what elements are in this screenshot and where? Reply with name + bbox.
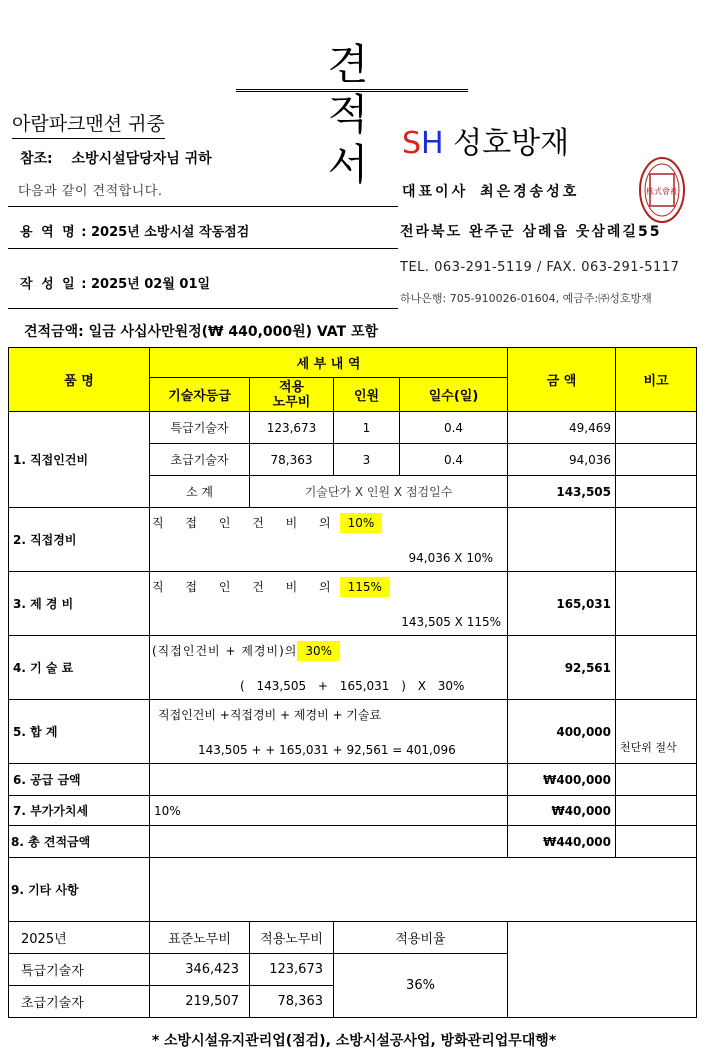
calc-text: 143,505 + + 165,031 + 92,561 = 401,096: [198, 743, 456, 757]
table-row: [9, 572, 697, 636]
document-title: 견 적 서: [327, 40, 407, 189]
days-cell: 0.4: [400, 444, 508, 476]
estimate-table: [8, 347, 697, 1018]
header-item: 품 명: [9, 348, 150, 412]
project-value: : 2025년 소방시설 작동점검: [81, 225, 250, 240]
divider: [8, 248, 398, 249]
company-name-text: 성호방재: [453, 126, 570, 161]
percentage-highlight: 30%: [297, 641, 340, 661]
note-cell: [616, 796, 697, 826]
date-label: 작 성 일: [20, 277, 77, 292]
percentage-highlight: 115%: [340, 577, 390, 597]
header-details: 세 부 내 역: [150, 348, 508, 378]
ceo-line: [402, 181, 579, 201]
calc-text: 143,505 X 115%: [401, 615, 501, 629]
subtotal-formula: 기술단가 X 인원 X 점검일수: [250, 476, 508, 508]
header-persons: 인원: [334, 378, 400, 412]
divider: [8, 308, 398, 309]
std-label: 표준노무비: [150, 922, 250, 954]
table-row: [9, 858, 697, 922]
direct-expense-label: 2. 직접경비: [9, 508, 150, 572]
amount-cell: 165,031: [508, 572, 616, 636]
amount-cell: ₩440,000: [508, 826, 616, 858]
reference-label: 참조:: [20, 151, 53, 167]
empty-cell: [508, 922, 697, 1018]
amount-cell: 92,561: [508, 636, 616, 700]
table-row: [9, 796, 697, 826]
table-row: [9, 826, 697, 858]
calc-text: ( 143,505 + 165,031 ) X 30%: [240, 679, 465, 693]
table-row: [9, 764, 697, 796]
bank-account: 하나은행: 705-910026-01604, 예금주:㈜성호방재: [400, 292, 652, 305]
direct-labor-label: 1. 직접인건비: [9, 412, 150, 508]
grade-cell: 초급기술자: [9, 986, 150, 1018]
supply-label: 6. 공급 금액: [9, 764, 150, 796]
ceo-label: 대표이사: [402, 184, 469, 200]
amount-cell: 49,469: [508, 412, 616, 444]
empty-cell: [150, 764, 508, 796]
applied-cell: 78,363: [250, 986, 334, 1018]
note-cell: 천단위 절삭: [616, 700, 697, 764]
seal-text: 株式會社: [646, 187, 678, 196]
note-cell: [616, 764, 697, 796]
overhead-label: 3. 제 경 비: [9, 572, 150, 636]
estimate-amount: 견적금액: 일금 사십사만원정(₩ 440,000원) VAT 포함: [24, 324, 379, 340]
note-cell: [616, 636, 697, 700]
project-label: 용 역 명: [20, 225, 77, 240]
subtotal-label: 소 계: [150, 476, 250, 508]
vat-label: 7. 부가가치세: [9, 796, 150, 826]
applied-label: 적용노무비: [250, 922, 334, 954]
logo-letter-s: S: [402, 126, 422, 161]
other-label: 9. 기타 사항: [9, 858, 150, 922]
footer-note: * 소방시설유지관리업(점검), 소방시설공사업, 방화관리업무대행*: [151, 1033, 557, 1049]
direct-expense-desc: [150, 508, 508, 572]
calc-text: 94,036 X 10%: [408, 551, 493, 565]
note-cell: [616, 444, 697, 476]
rate-cell: 78,363: [250, 444, 334, 476]
persons-cell: 1: [334, 412, 400, 444]
table-row: [9, 412, 697, 444]
desc-text: 직 접 인 건 비 의: [152, 516, 340, 530]
applied-cell: 123,673: [250, 954, 334, 986]
intro-text: 다음과 같이 견적합니다.: [18, 184, 163, 199]
desc-text: (직접인건비 + 제경비)의: [152, 644, 298, 658]
subtotal-amount: 143,505: [508, 476, 616, 508]
ratio-label: 적용비율: [334, 922, 508, 954]
header-rate: 적용 노무비: [250, 378, 334, 412]
grade-cell: 특급기술자: [150, 412, 250, 444]
note-cell: [616, 412, 697, 444]
note-cell: [616, 508, 697, 572]
grand-total-label: 8. 총 견적금액: [9, 826, 150, 858]
grade-cell: 특급기술자: [9, 954, 150, 986]
title-block: [236, 40, 468, 189]
vat-rate: 10%: [150, 796, 508, 826]
table-row: [9, 700, 697, 764]
ratio-value: 36%: [334, 954, 508, 1018]
ceo-name: 최은경송성호: [480, 184, 580, 200]
std-cell: 219,507: [150, 986, 250, 1018]
rate-cell: 123,673: [250, 412, 334, 444]
header-note: 비고: [616, 348, 697, 412]
company-name: [402, 118, 569, 162]
grade-cell: 초급기술자: [150, 444, 250, 476]
header-amount: 금 액: [508, 348, 616, 412]
project-line: [20, 221, 249, 240]
std-cell: 346,423: [150, 954, 250, 986]
ratio-year: 2025년: [9, 922, 150, 954]
desc-text: 직 접 인 건 비 의: [152, 580, 340, 594]
total-desc: [150, 700, 508, 764]
amount-cell: ₩400,000: [508, 764, 616, 796]
date-line: [20, 273, 210, 292]
overhead-desc: [150, 572, 508, 636]
days-cell: 0.4: [400, 412, 508, 444]
other-content: [150, 858, 697, 922]
table-row: [9, 636, 697, 700]
recipient: 아람파크맨션 귀중: [12, 109, 165, 139]
amount-cell: [508, 508, 616, 572]
empty-cell: [150, 826, 508, 858]
table-row: [9, 508, 697, 572]
tech-fee-label: 4. 기 술 료: [9, 636, 150, 700]
company-tel-fax: TEL. 063-291-5119 / FAX. 063-291-5117: [400, 260, 680, 275]
date-value: : 2025년 02월 01일: [81, 277, 211, 292]
amount-cell: 94,036: [508, 444, 616, 476]
reference-line: [20, 148, 212, 168]
note-cell: [616, 572, 697, 636]
persons-cell: 3: [334, 444, 400, 476]
total-label: 5. 합 계: [9, 700, 150, 764]
percentage-highlight: 10%: [340, 513, 383, 533]
tech-fee-desc: [150, 636, 508, 700]
table-row: [9, 922, 697, 954]
reference-value: 소방시설담당자님 귀하: [71, 151, 212, 167]
company-seal-icon: [638, 156, 686, 224]
amount-cell: ₩40,000: [508, 796, 616, 826]
header-grade: 기술자등급: [150, 378, 250, 412]
company-address: 전라북도 완주군 삼례읍 웃삼례길55: [400, 224, 662, 240]
divider: [8, 206, 398, 207]
desc-text: 직접인건비 +직접경비 + 제경비 + 기술료: [158, 708, 382, 722]
note-cell: [616, 476, 697, 508]
logo-letter-h: H: [421, 126, 444, 161]
amount-cell: 400,000: [508, 700, 616, 764]
header-days: 일수(일): [400, 378, 508, 412]
note-cell: [616, 826, 697, 858]
